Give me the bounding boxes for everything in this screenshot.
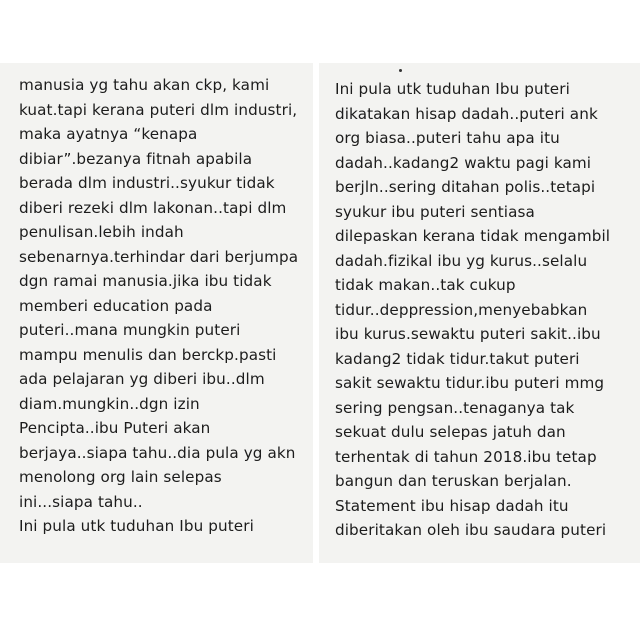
- left-line: manusia yg tahu akan ckp, kami: [19, 76, 270, 94]
- right-line: terhentak di tahun 2018.ibu tetap: [335, 447, 597, 466]
- right-line: sekuat dulu selepas jatuh dan: [335, 423, 566, 441]
- left-line: ini...siapa tahu..: [19, 492, 143, 511]
- right-line: bangun dan teruskan berjalan.: [335, 472, 572, 490]
- left-line: berada dlm industri..syukur tidak: [19, 174, 275, 192]
- left-note-panel: [0, 63, 313, 563]
- left-line: Ini pula utk tuduhan Ibu puteri: [19, 517, 254, 535]
- right-line: Statement ibu hisap dadah itu: [335, 496, 569, 515]
- left-line: Pencipta..ibu Puteri akan: [19, 419, 211, 437]
- right-line: berjln..sering ditahan polis..tetapi: [335, 178, 596, 196]
- left-line: diam.mungkin..dgn izin: [19, 394, 200, 413]
- right-line: sering pengsan..tenaganya tak: [335, 398, 575, 417]
- left-line: diberi rezeki dlm lakonan..tapi dlm: [19, 198, 287, 217]
- left-line: dgn ramai manusia.jika ibu tidak: [19, 272, 272, 290]
- left-line: puteri..mana mungkin puteri: [19, 321, 241, 339]
- cut-off-period: [399, 69, 402, 72]
- right-line: org biasa..puteri tahu apa itu: [335, 129, 560, 147]
- left-line: ada pelajaran yg diberi ibu..dlm: [19, 370, 265, 388]
- left-line: berjaya..siapa tahu..dia pula yg akn: [19, 443, 296, 462]
- right-line: dilepaskan kerana tidak mengambil: [335, 227, 611, 245]
- right-line: dikatakan hisap dadah..puteri ank: [335, 104, 598, 123]
- right-line: tidak makan..tak cukup: [335, 276, 516, 294]
- left-line: penulisan.lebih indah: [19, 223, 184, 241]
- left-line: dibiar”.bezanya fitnah apabila: [19, 149, 253, 168]
- left-line: sebenarnya.terhindar dari berjumpa: [19, 247, 299, 266]
- right-line: sakit sewaktu tidur.ibu puteri mmg: [335, 374, 605, 392]
- left-line: maka ayatnya “kenapa: [19, 125, 198, 143]
- right-line: dadah.fizikal ibu yg kurus..selalu: [335, 251, 588, 270]
- right-line: kadang2 tidak tidur.takut puteri: [335, 349, 580, 368]
- cut-off-line-fragment: [335, 63, 640, 77]
- left-line: mampu menulis dan berckp.pasti: [19, 345, 277, 364]
- right-line: tidur..deppression,menyebabkan: [335, 300, 588, 319]
- left-line: kuat.tapi kerana puteri dlm industri,: [19, 100, 298, 119]
- right-note-panel: [319, 63, 640, 563]
- right-line: ibu kurus.sewaktu puteri sakit..ibu: [335, 325, 601, 343]
- right-line: syukur ibu puteri sentiasa: [335, 202, 535, 221]
- right-line: diberitakan oleh ibu saudara puteri: [335, 521, 607, 539]
- right-line: Ini pula utk tuduhan Ibu puteri: [335, 80, 570, 98]
- left-line: menolong org lain selepas: [19, 468, 222, 486]
- left-line: memberi education pada: [19, 296, 213, 315]
- right-line: dadah..kadang2 waktu pagi kami: [335, 153, 592, 172]
